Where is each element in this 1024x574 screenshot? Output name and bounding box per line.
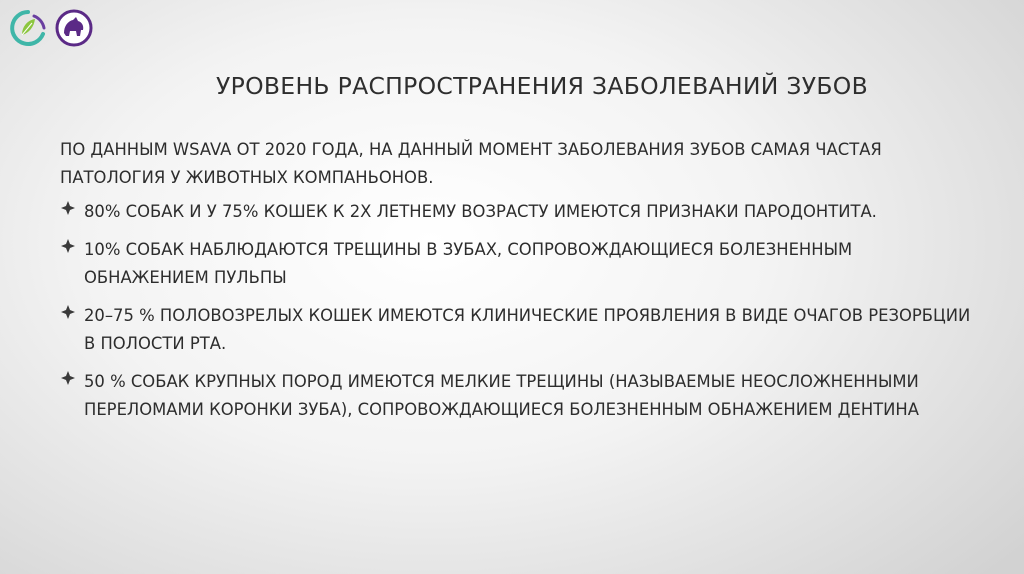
diamond-bullet-icon — [60, 238, 76, 254]
bullet-text: 20–75 % ПОЛОВОЗРЕЛЫХ КОШЕК ИМЕЮТСЯ КЛИНИЧЕСКИЕ ПРОЯВЛЕНИЯ В ВИДЕ ОЧАГОВ РЕЗОРБЦИИ В ПОЛОСТИ РТА. — [84, 306, 971, 353]
logo-group — [8, 8, 94, 48]
list-item — [60, 302, 980, 358]
diamond-bullet-icon — [60, 304, 76, 320]
bullet-text: 80% СОБАК И У 75% КОШЕК К 2Х ЛЕТНЕМУ ВОЗРАСТУ ИМЕЮТСЯ ПРИЗНАКИ ПАРОДОНТИТА. — [84, 202, 877, 221]
list-item — [60, 236, 980, 292]
bullet-text: 10% СОБАК НАБЛЮДАЮТСЯ ТРЕЩИНЫ В ЗУБАХ, СОПРОВОЖДАЮЩИЕСЯ БОЛЕЗНЕННЫМ ОБНАЖЕНИЕМ ПУЛЬПЫ — [84, 240, 853, 287]
animal-silhouette-logo — [54, 8, 94, 48]
slide-content — [60, 136, 980, 434]
list-item — [60, 198, 980, 226]
diamond-bullet-icon — [60, 370, 76, 386]
list-item — [60, 368, 980, 424]
bullet-text: 50 % СОБАК КРУПНЫХ ПОРОД ИМЕЮТСЯ МЕЛКИЕ ТРЕЩИНЫ (НАЗЫВАЕМЫЕ НЕОСЛОЖНЕННЫМИ ПЕРЕЛОМАМИ КОРОНКИ ЗУБА), СОПРОВОЖДАЮЩИЕСЯ БОЛЕЗНЕННЫМ ОБНАЖЕНИЕМ ДЕНТИНА — [84, 372, 919, 419]
circular-leaf-logo — [8, 8, 48, 48]
intro-paragraph: ПО ДАННЫМ WSAVA ОТ 2020 ГОДА, НА ДАННЫЙ МОМЕНТ ЗАБОЛЕВАНИЯ ЗУБОВ САМАЯ ЧАСТАЯ ПАТОЛОГИЯ У ЖИВОТНЫХ КОМПАНЬОНОВ. — [60, 140, 882, 187]
diamond-bullet-icon — [60, 200, 76, 216]
slide-title: УРОВЕНЬ РАСПРОСТРАНЕНИЯ ЗАБОЛЕВАНИЙ ЗУБОВ — [216, 72, 868, 100]
bullet-list — [60, 198, 980, 424]
